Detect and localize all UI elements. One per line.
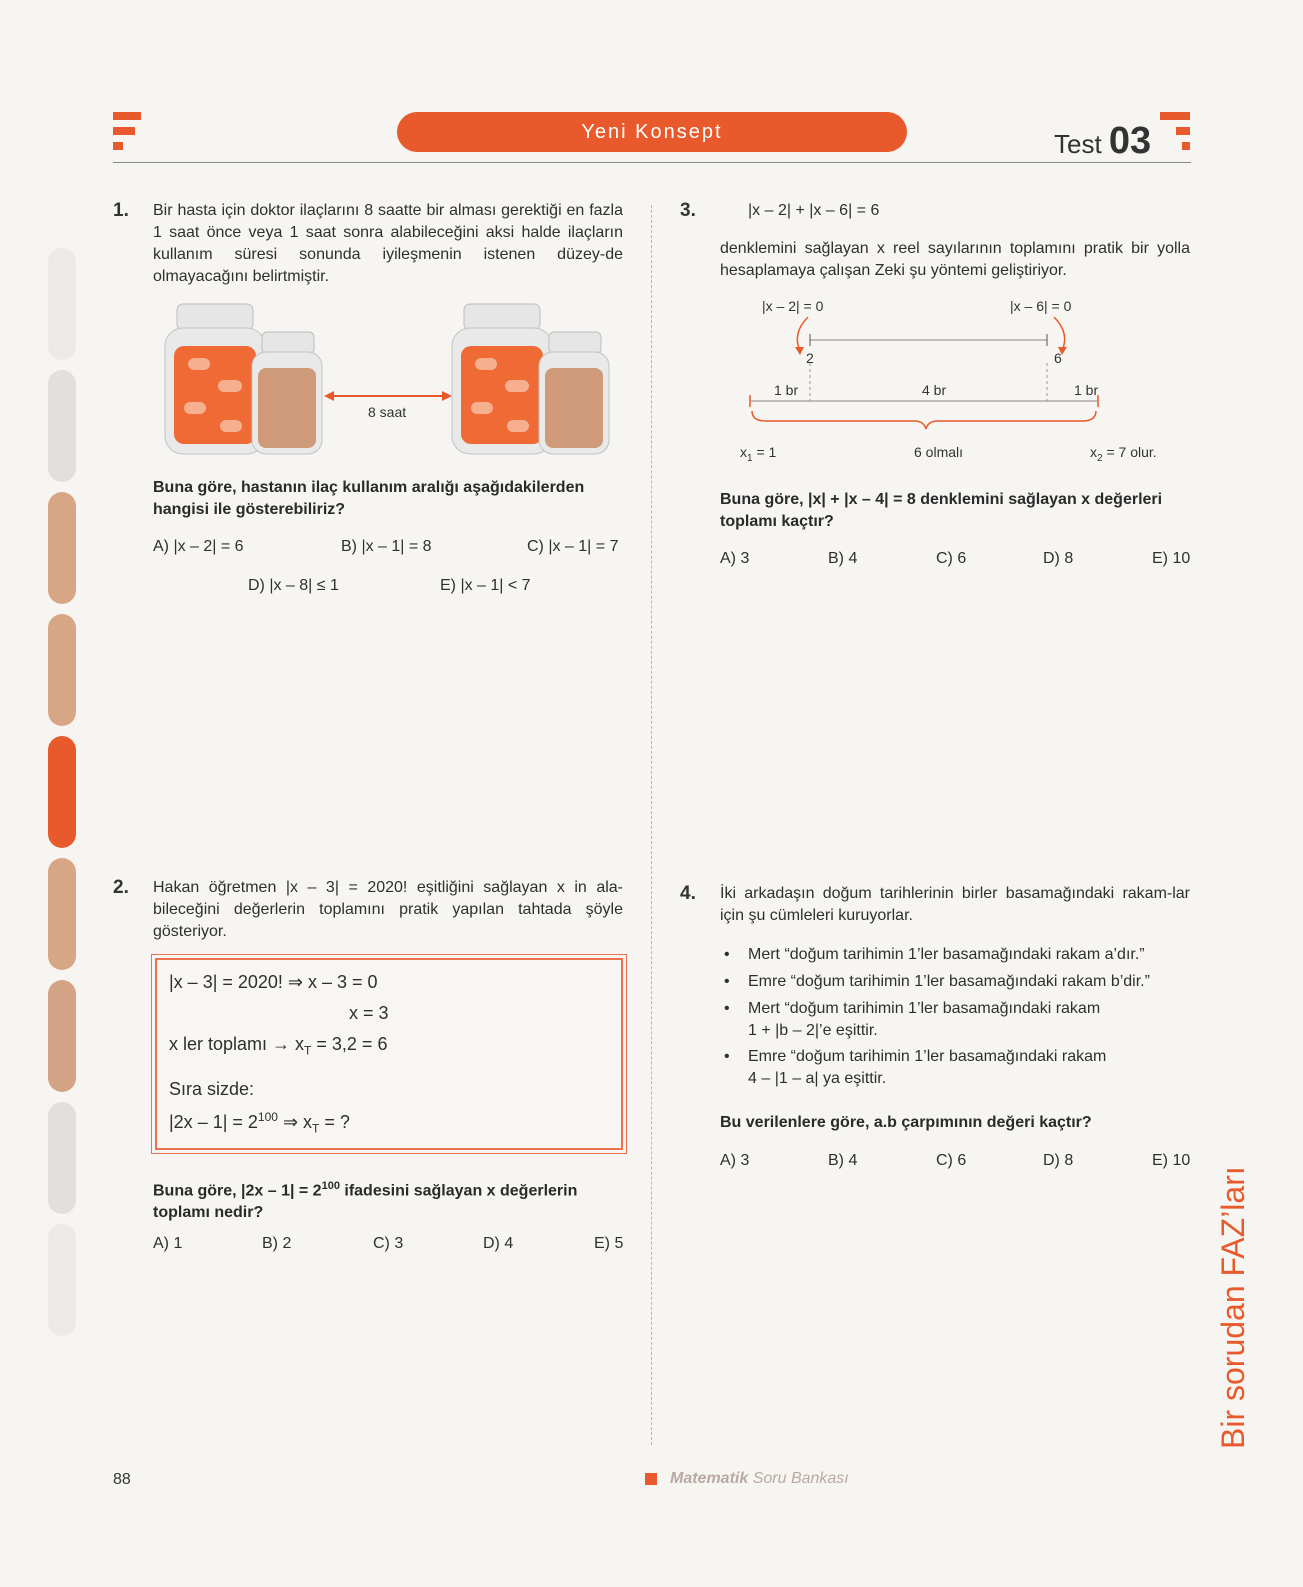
- diagram-seg-left: 1 br: [774, 382, 799, 398]
- board-line: |x – 3| = 2020! ⇒ x – 3 = 0: [169, 972, 378, 992]
- diagram-seg-mid: 4 br: [922, 382, 947, 398]
- side-tab-active: [48, 736, 76, 848]
- pill-jar-tan: [539, 332, 609, 454]
- pill-jar-orange: [452, 304, 552, 454]
- q2-option-d[interactable]: D) 4: [483, 1235, 514, 1252]
- q2-option-a[interactable]: A) 1: [153, 1235, 183, 1252]
- q3-option-c[interactable]: C) 6: [936, 550, 967, 567]
- side-slogan: Bir sorudan FAZ’ları: [1215, 1166, 1251, 1449]
- test-number: 03: [1108, 120, 1152, 162]
- q2-number: 2.: [113, 877, 129, 898]
- side-tab: [48, 492, 76, 604]
- q1-option-b[interactable]: B) |x – 1| = 8: [341, 538, 432, 555]
- q1-question: Buna göre, hastanın ilaç kullanım aralığı aşağıdakilerden hangisi ile gösterebiliriz?: [153, 479, 585, 518]
- diagram-x2: $x_2 = 7$ olur.: [1090, 444, 1157, 464]
- q1-option-d[interactable]: D) |x – 8| ≤ 1: [248, 577, 339, 594]
- q4-number: 4.: [680, 883, 696, 904]
- section-title: Yeni Konsept: [581, 120, 723, 143]
- diagram-seg-right: 1 br: [1074, 382, 1099, 398]
- q1-option-c[interactable]: C) |x – 1| = 7: [527, 538, 619, 555]
- q3-option-b[interactable]: B) 4: [828, 550, 858, 567]
- q1-option-a[interactable]: A) |x – 2| = 6: [153, 538, 244, 555]
- section-title-pill: [397, 112, 907, 152]
- q3-option-d[interactable]: D) 8: [1043, 550, 1074, 567]
- pill-jar-tan: [252, 332, 322, 454]
- q1-text: Bir hasta için doktor ilaçlarını 8 saatte bir alması gerektiği en fazla 1 saat önce veya 1 saat sonra alabileceğini aksi halde ilaçların kullanım süresi sonunda iyileşmenin istenen düzey-de olmayacağını belirtmiştir.: [153, 202, 623, 285]
- diagram-x1: $x_1 = 1$: [740, 444, 777, 464]
- q3-equation: |x – 2| + |x – 6| = 6: [748, 202, 880, 219]
- footer-square-icon: [645, 1473, 657, 1485]
- q4-option-e[interactable]: E) 10: [1152, 1152, 1191, 1169]
- board-line: x ler toplamı → $x_T = 3,2 = 6$: [169, 1034, 388, 1058]
- board-line: x = 3: [349, 1003, 389, 1023]
- q4-bullet: • Emre “doğum tarihimin 1’ler basamağındaki rakam 4 – |1 – a| ya eşittir.: [724, 1048, 1107, 1087]
- q4-option-c[interactable]: C) 6: [936, 1152, 967, 1169]
- side-tab: [48, 858, 76, 970]
- diagram-total: 6 olmalı: [914, 444, 964, 460]
- test-label: Test 03: [1054, 120, 1152, 162]
- q3-option-a[interactable]: A) 3: [720, 550, 750, 567]
- header-divider: [113, 162, 1191, 163]
- side-tab: [48, 1224, 76, 1336]
- q4-bullet: • Mert “doğum tarihimin 1’ler basamağındaki rakam 1 + |b – 2|’e eşittir.: [724, 1000, 1101, 1039]
- q4-bullet: • Emre “doğum tarihimin 1’ler basamağındaki rakam b’dir.”: [724, 973, 1150, 990]
- side-tab: [48, 370, 76, 482]
- q3-text: denklemini sağlayan x reel sayılarının toplamını pratik bir yolla hesaplamaya çalışan Zeki şu yöntemi geliştiriyor.: [720, 240, 1190, 279]
- q2-board-box: [155, 958, 623, 1150]
- q2-option-c[interactable]: C) 3: [373, 1235, 404, 1252]
- pill-jar-orange: [165, 304, 265, 454]
- interval-arrow: [324, 391, 452, 401]
- q4-text: İki arkadaşın doğum tarihlerinin birler basamağındaki rakam-lar için şu cümleleri kuruyorlar.: [720, 885, 1190, 924]
- number-line-graphic: [740, 305, 1120, 435]
- q2-question: Buna göre, $|2x - 1| = 2^{100}$ ifadesini sağlayan x değerlerin toplamı nedir?: [153, 1180, 578, 1222]
- side-tab: [48, 614, 76, 726]
- diagram-point-b: 6: [1054, 350, 1062, 366]
- diagram-point-a: 2: [806, 350, 814, 366]
- q2-option-b[interactable]: B) 2: [262, 1235, 292, 1252]
- q1-number: 1.: [113, 200, 129, 221]
- q2-option-e[interactable]: E) 5: [594, 1235, 624, 1252]
- side-tab: [48, 1102, 76, 1214]
- side-tab: [48, 248, 76, 360]
- board-line: $|2x - 1| = 2^{100}$ ⇒ $x_T$ = ?: [169, 1110, 350, 1136]
- interval-label: 8 saat: [368, 404, 407, 420]
- q4-question: Bu verilenlere göre, a.b çarpımının değeri kaçtır?: [720, 1114, 1092, 1131]
- page-number: 88: [113, 1471, 131, 1488]
- q4-option-d[interactable]: D) 8: [1043, 1152, 1074, 1169]
- diagram-left-equation: |x – 2| = 0: [762, 298, 824, 314]
- pill-jars-illustration: [160, 300, 630, 460]
- column-divider: [651, 205, 652, 1445]
- board-line: Sıra sizde:: [169, 1079, 255, 1099]
- diagram-right-equation: |x – 6| = 0: [1010, 298, 1072, 314]
- side-tab: [48, 980, 76, 1092]
- q4-option-b[interactable]: B) 4: [828, 1152, 858, 1169]
- q3-number: 3.: [680, 200, 696, 221]
- q3-question: Buna göre, |x| + |x – 4| = 8 denklemini sağlayan x değerleri toplamı kaçtır?: [720, 491, 1163, 530]
- q1-option-e[interactable]: E) |x – 1| < 7: [440, 577, 531, 594]
- q4-option-a[interactable]: A) 3: [720, 1152, 750, 1169]
- q3-option-e[interactable]: E) 10: [1152, 550, 1191, 567]
- q4-bullet: • Mert “doğum tarihimin 1’ler basamağındaki rakam a’dır.”: [724, 946, 1145, 963]
- footer-book-title: Matematik Soru Bankası: [670, 1470, 849, 1487]
- q2-text: Hakan öğretmen |x – 3| = 2020! eşitliğini sağlayan x in ala-bileceğini değerlerin toplamını pratik yapılan tahtada şöyle gösteriyor.: [153, 879, 623, 940]
